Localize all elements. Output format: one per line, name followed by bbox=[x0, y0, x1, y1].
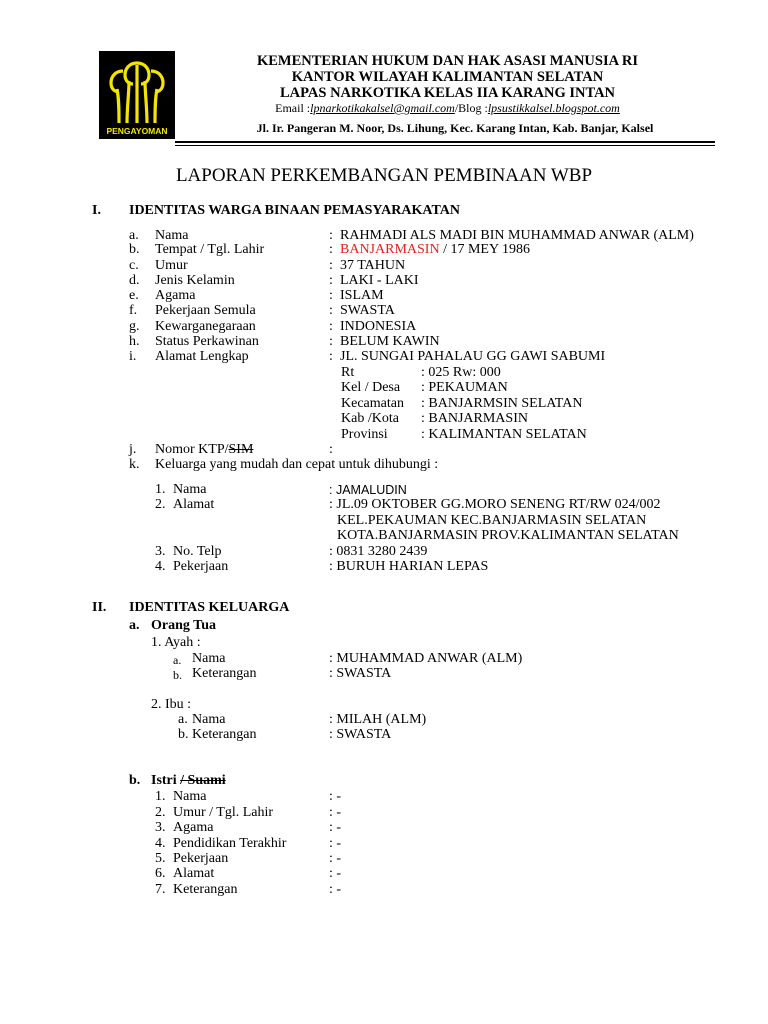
logo-text: PENGAYOMAN bbox=[106, 126, 168, 136]
item-label-kewarganegaraan: Kewarganegaraan bbox=[155, 319, 256, 334]
item-colon: : bbox=[329, 442, 333, 457]
contact-label-nama: Nama bbox=[173, 482, 207, 497]
contact-number: 1. bbox=[155, 482, 166, 497]
address-label-rt: Rt bbox=[341, 365, 355, 380]
item-letter: b. bbox=[129, 242, 140, 257]
sim-struck-label: SIM bbox=[228, 442, 254, 457]
ibu-value-nama: : MILAH (ALM) bbox=[329, 712, 427, 727]
contact-number: 2. bbox=[155, 497, 166, 512]
section1-number: I. bbox=[92, 203, 101, 218]
document-title: LAPORAN PERKEMBANGAN PEMBINAAN WBP bbox=[175, 165, 593, 186]
istri-label-keterangan: Keterangan bbox=[173, 882, 238, 897]
item-label-alamat: Alamat Lengkap bbox=[155, 349, 249, 364]
istri-value-pekerjaan: : - bbox=[329, 851, 342, 866]
contact-number: 4. bbox=[155, 559, 166, 574]
ibu-item-letter: a. bbox=[178, 712, 188, 727]
istri-label-pendidikan: Pendidikan Terakhir bbox=[173, 836, 287, 851]
ibu-label-keterangan: Keterangan bbox=[192, 727, 257, 742]
letterhead-ministry: KEMENTERIAN HUKUM DAN HAK ASASI MANUSIA RI bbox=[256, 53, 639, 69]
orangtua-heading: Orang Tua bbox=[151, 618, 216, 633]
item-label-ttl: Tempat / Tgl. Lahir bbox=[155, 242, 265, 257]
ibu-label-nama: Nama bbox=[192, 712, 226, 727]
section2-number: II. bbox=[92, 600, 107, 615]
header-rule-thin bbox=[175, 145, 715, 146]
pengayoman-logo bbox=[99, 51, 175, 139]
contact-label-telp: No. Telp bbox=[173, 544, 222, 559]
item-label-ktp bbox=[155, 442, 253, 458]
letterhead-office: KANTOR WILAYAH KALIMANTAN SELATAN bbox=[291, 69, 604, 85]
item-label-keluarga: Keluarga yang mudah dan cepat untuk dihubungi : bbox=[155, 457, 439, 472]
istri-label-agama: Agama bbox=[173, 820, 214, 835]
item-letter: i. bbox=[129, 349, 137, 364]
contact-number: 3. bbox=[155, 544, 166, 559]
istri-item-number: 1. bbox=[155, 789, 166, 804]
item-letter: f. bbox=[129, 303, 138, 318]
istri-value-alamat: : - bbox=[329, 866, 342, 881]
contact-value-alamat-3: KOTA.BANJARMASIN PROV.KALIMANTAN SELATAN bbox=[337, 528, 679, 543]
item-value-ttl bbox=[340, 242, 530, 258]
contact-label-pekerjaan: Pekerjaan bbox=[173, 559, 229, 574]
istri-value-keterangan: : - bbox=[329, 882, 342, 897]
item-colon: : bbox=[329, 349, 333, 364]
header-rule bbox=[175, 141, 715, 143]
address-label-kel: Kel / Desa bbox=[341, 380, 401, 395]
istri-label-pekerjaan: Pekerjaan bbox=[173, 851, 229, 866]
istri-item-number: 6. bbox=[155, 866, 166, 881]
blog-label: /Blog : bbox=[454, 101, 488, 115]
section1-heading: IDENTITAS WARGA BINAAN PEMASYARAKATAN bbox=[129, 203, 460, 218]
contact-value-alamat: : JL.09 OKTOBER GG.MORO SENENG RT/RW 024/002 bbox=[329, 497, 661, 512]
address-value-provinsi: : KALIMANTAN SELATAN bbox=[421, 427, 587, 442]
address-value-kecamatan: : BANJARMSIN SELATAN bbox=[421, 396, 583, 411]
contact-value-alamat-2: KEL.PEKAUMAN KEC.BANJARMASIN SELATAN bbox=[337, 513, 647, 528]
contact-value-nama: : JAMALUDIN bbox=[329, 483, 407, 497]
istri-letter: b. bbox=[129, 773, 141, 788]
istri-value-umur: : - bbox=[329, 805, 342, 820]
email-label: Email : bbox=[275, 101, 311, 115]
letterhead-address: Jl. Ir. Pangeran M. Noor, Ds. Lihung, Kec. Karang Intan, Kab. Banjar, Kalsel bbox=[256, 121, 654, 135]
istri-label-alamat: Alamat bbox=[173, 866, 215, 881]
item-colon: : bbox=[329, 273, 333, 288]
ibu-value-keterangan: : SWASTA bbox=[329, 727, 392, 742]
ayah-item-letter: b. bbox=[173, 668, 182, 682]
istri-heading bbox=[151, 773, 226, 789]
item-letter: h. bbox=[129, 334, 140, 349]
item-value-alamat: JL. SUNGAI PAHALAU GG GAWI SABUMI bbox=[340, 349, 606, 364]
birthplace-value: BANJARMASIN bbox=[340, 242, 440, 257]
item-colon: : bbox=[329, 334, 333, 349]
istri-item-number: 2. bbox=[155, 805, 166, 820]
item-label-status: Status Perkawinan bbox=[155, 334, 259, 349]
item-letter: k. bbox=[129, 457, 140, 472]
item-value-pekerjaan: SWASTA bbox=[340, 303, 395, 318]
address-value-rt: : 025 Rw: 000 bbox=[421, 365, 501, 380]
item-value-agama: ISLAM bbox=[340, 288, 384, 303]
birthdate-value: / 17 MEY 1986 bbox=[439, 242, 531, 257]
ayah-label: 1. Ayah : bbox=[151, 635, 201, 650]
item-value-status: BELUM KAWIN bbox=[340, 334, 440, 349]
address-label-kecamatan: Kecamatan bbox=[341, 396, 404, 411]
ayah-value-nama: : MUHAMMAD ANWAR (ALM) bbox=[329, 651, 523, 666]
blog-link[interactable]: lpsustikkalsel.blogspot.com bbox=[487, 101, 620, 115]
item-colon: : bbox=[329, 303, 333, 318]
item-colon: : bbox=[329, 288, 333, 303]
item-letter: g. bbox=[129, 319, 140, 334]
ayah-label-keterangan: Keterangan bbox=[192, 666, 257, 681]
item-value-kewarganegaraan: INDONESIA bbox=[340, 319, 417, 334]
item-value-nama: RAHMADI ALS MADI BIN MUHAMMAD ANWAR (ALM) bbox=[340, 228, 694, 243]
ayah-item-letter: a. bbox=[173, 653, 182, 667]
orangtua-letter: a. bbox=[129, 618, 140, 633]
item-letter: d. bbox=[129, 273, 140, 288]
istri-item-number: 4. bbox=[155, 836, 166, 851]
section2-heading: IDENTITAS KELUARGA bbox=[129, 600, 290, 615]
ibu-label: 2. Ibu : bbox=[151, 697, 192, 712]
item-value-jenis-kelamin: LAKI - LAKI bbox=[340, 273, 419, 288]
contact-value-telp: : 0831 3280 2439 bbox=[329, 544, 428, 559]
suami-struck-text: / Suami bbox=[180, 773, 226, 788]
istri-label-umur: Umur / Tgl. Lahir bbox=[173, 805, 274, 820]
item-label-jenis-kelamin: Jenis Kelamin bbox=[155, 273, 235, 288]
item-label-agama: Agama bbox=[155, 288, 196, 303]
letterhead-institution: LAPAS NARKOTIKA KELAS IIA KARANG INTAN bbox=[279, 85, 616, 101]
address-value-kel: : PEKAUMAN bbox=[421, 380, 508, 395]
item-value-umur: 37 TAHUN bbox=[340, 258, 406, 273]
istri-value-nama: : - bbox=[329, 789, 342, 804]
contact-label-alamat: Alamat bbox=[173, 497, 215, 512]
letterhead-contact bbox=[190, 101, 705, 116]
ibu-item-letter: b. bbox=[178, 727, 189, 742]
item-colon: : bbox=[329, 319, 333, 334]
item-colon: : bbox=[329, 228, 333, 243]
istri-label-nama: Nama bbox=[173, 789, 207, 804]
item-colon: : bbox=[329, 242, 333, 257]
item-label-umur: Umur bbox=[155, 258, 188, 273]
istri-value-agama: : - bbox=[329, 820, 342, 835]
item-label-nama: Nama bbox=[155, 228, 189, 243]
istri-heading-text: Istri bbox=[151, 773, 177, 788]
istri-item-number: 3. bbox=[155, 820, 166, 835]
istri-item-number: 7. bbox=[155, 882, 166, 897]
item-letter: c. bbox=[129, 258, 139, 273]
address-label-provinsi: Provinsi bbox=[341, 427, 388, 442]
contact-value-pekerjaan: : BURUH HARIAN LEPAS bbox=[329, 559, 489, 574]
email-link[interactable]: lpnarkotikakalsel@gmail.com bbox=[310, 101, 455, 115]
ayah-value-keterangan: : SWASTA bbox=[329, 666, 392, 681]
address-label-kota: Kab /Kota bbox=[341, 411, 399, 426]
item-colon: : bbox=[329, 258, 333, 273]
address-value-kota: : BANJARMASIN bbox=[421, 411, 528, 426]
item-letter: a. bbox=[129, 228, 139, 243]
ayah-label-nama: Nama bbox=[192, 651, 226, 666]
item-letter: j. bbox=[129, 442, 137, 457]
istri-item-number: 5. bbox=[155, 851, 166, 866]
istri-value-pendidikan: : - bbox=[329, 836, 342, 851]
ktp-label: Nomor KTP/ bbox=[155, 442, 229, 457]
item-label-pekerjaan: Pekerjaan Semula bbox=[155, 303, 256, 318]
item-letter: e. bbox=[129, 288, 139, 303]
